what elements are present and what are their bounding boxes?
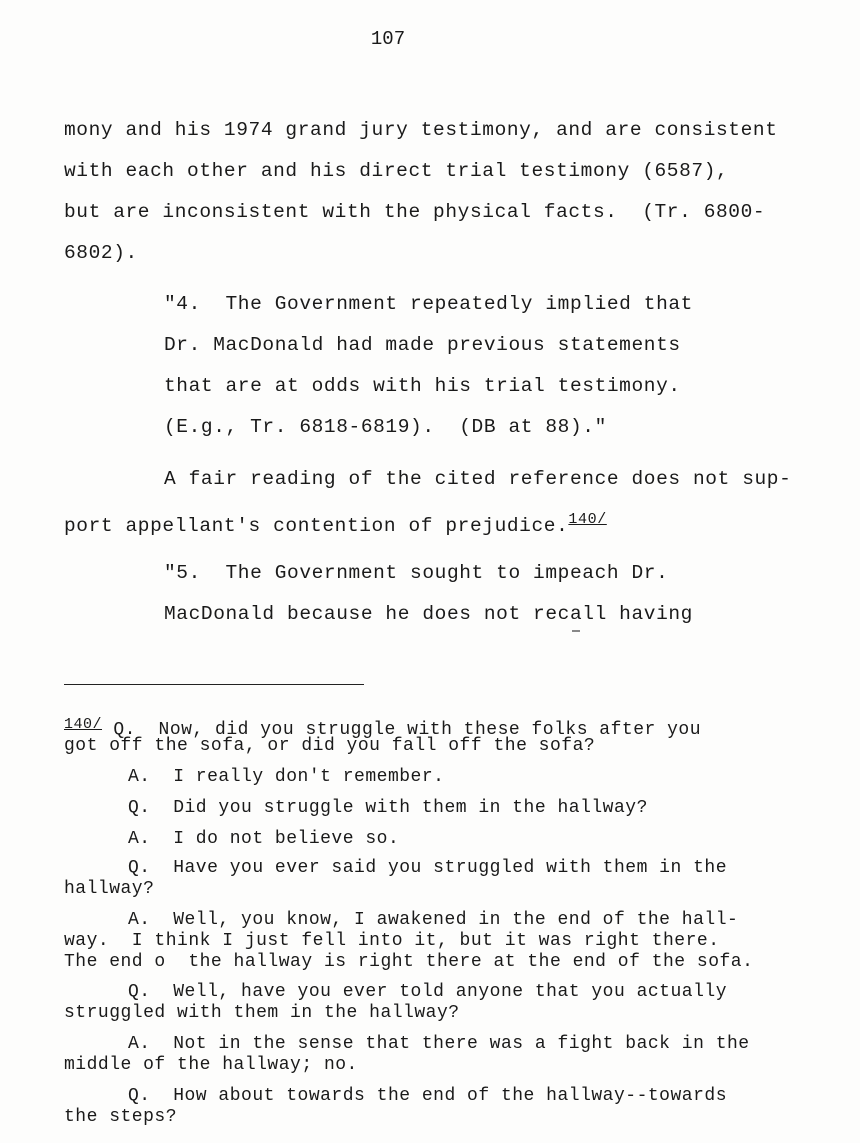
footnote-line-text: Q. Now, did you struggle with these folks after you <box>102 720 702 740</box>
quoted-line: Dr. MacDonald had made previous statements <box>164 334 681 356</box>
scan-speck <box>572 630 580 632</box>
quoted-line: "4. The Government repeatedly implied that <box>164 293 693 315</box>
footnote-line: hallway? <box>64 879 155 899</box>
quoted-line: that are at odds with his trial testimony. <box>164 375 681 397</box>
footnote-line: the steps? <box>64 1107 178 1127</box>
footnote-line: middle of the hallway; no. <box>64 1055 358 1075</box>
body-line-text: port appellant's contention of prejudice. <box>64 515 569 537</box>
quoted-line: "5. The Government sought to impeach Dr. <box>164 562 669 584</box>
footnote-reference: 140/ <box>568 511 607 528</box>
footnote-line: A. I really don't remember. <box>128 767 445 787</box>
footnote-line: A. I do not believe so. <box>128 829 400 849</box>
footnote-line: The end o the hallway is right there at the end of the sofa. <box>64 952 754 972</box>
page-number: 107 <box>370 28 406 50</box>
footnote-line: Q. Did you struggle with them in the hallway? <box>128 798 648 818</box>
footnote-marker: 140/ <box>64 716 103 733</box>
body-line: but are inconsistent with the physical facts. (Tr. 6800- <box>64 201 766 223</box>
footnote-line: A. Not in the sense that there was a fight back in the <box>128 1034 750 1054</box>
footnote-line: way. I think I just fell into it, but it was right there. <box>64 931 720 951</box>
footnote-separator <box>64 684 364 685</box>
footnote-line: struggled with them in the hallway? <box>64 1003 460 1023</box>
body-line: mony and his 1974 grand jury testimony, and are consistent <box>64 119 778 141</box>
quoted-line: MacDonald because he does not recall having <box>164 603 693 625</box>
footnote-line: Q. Have you ever said you struggled with them in the <box>128 858 727 878</box>
body-line <box>64 508 607 538</box>
body-line: 6802). <box>64 242 138 264</box>
quoted-line: (E.g., Tr. 6818-6819). (DB at 88)." <box>164 416 607 438</box>
body-line: with each other and his direct trial testimony (6587), <box>64 160 729 182</box>
body-line: A fair reading of the cited reference does not sup- <box>164 468 792 490</box>
footnote-line: Q. Well, have you ever told anyone that you actually <box>128 982 727 1002</box>
footnote-line: Q. How about towards the end of the hallway--towards <box>128 1086 727 1106</box>
footnote-line: got off the sofa, or did you fall off the sofa? <box>64 736 596 756</box>
footnote-line: A. Well, you know, I awakened in the end of the hall- <box>128 910 739 930</box>
